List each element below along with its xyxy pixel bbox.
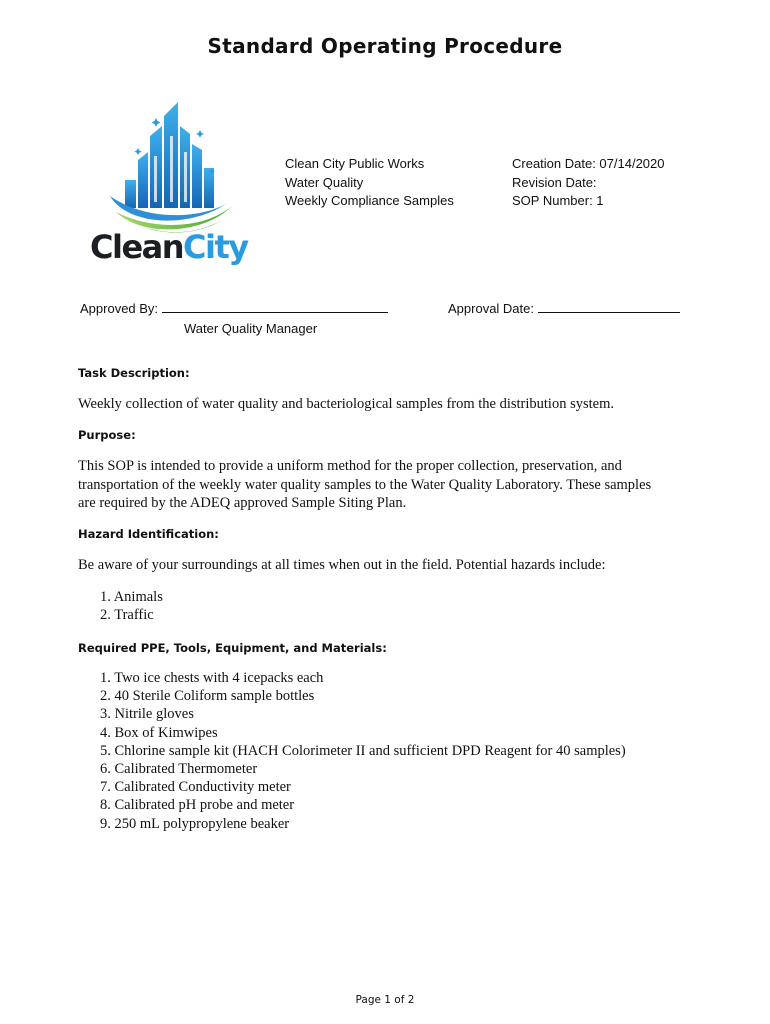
org-division: Water Quality (285, 174, 364, 190)
approval-date-label: Approval Date: (448, 301, 534, 316)
purpose-line: transportation of the weekly water quality samples to the Water Quality Laboratory. These samples (78, 476, 652, 493)
page-title: Standard Operating Procedure (207, 34, 563, 58)
task-heading: Task Description: (78, 366, 190, 380)
list-item: 2. Traffic (100, 607, 154, 624)
approved-by-label: Approved By: (80, 301, 159, 316)
buildings-icon (125, 102, 214, 208)
list-item: 9. 250 mL polypropylene beaker (100, 815, 290, 832)
org-procedure: Weekly Compliance Samples (285, 193, 454, 208)
approver-title: Water Quality Manager (184, 321, 318, 336)
hazard-text: Be aware of your surroundings at all times when out in the field. Potential hazards include: (78, 557, 606, 573)
purpose-text (78, 457, 698, 513)
hazard-heading: Hazard Identification: (78, 527, 219, 541)
purpose-heading: Purpose: (78, 428, 136, 442)
ppe-heading: Required PPE, Tools, Equipment, and Materials: (78, 641, 387, 655)
org-info (285, 155, 454, 211)
sop-number: SOP Number: 1 (512, 193, 604, 208)
creation-date: Creation Date: 07/14/2020 (512, 156, 665, 171)
logo-word-city: City (183, 228, 248, 266)
ppe-list (100, 669, 626, 833)
list-item: 4. Box of Kimwipes (100, 724, 218, 741)
org-name: Clean City Public Works (285, 156, 425, 171)
hazard-list (100, 588, 163, 624)
revision-date: Revision Date: (512, 174, 597, 190)
list-item: 6. Calibrated Thermometer (100, 761, 258, 778)
list-item: 3. Nitrile gloves (100, 706, 194, 723)
purpose-line: This SOP is intended to provide a uniform method for the proper collection, preservation, and (78, 458, 622, 474)
page-number: Page 1 of 2 (355, 994, 415, 1006)
sop-meta (512, 155, 665, 211)
approval-date-row (448, 300, 680, 316)
list-item: 5. Chlorine sample kit (HACH Colorimeter II and sufficient DPD Reagent for 40 samples) (100, 742, 626, 759)
approved-by-signature-line (162, 300, 388, 313)
purpose-line: are required by the ADEQ approved Sample Siting Plan. (78, 495, 407, 511)
approval-date-line (538, 300, 680, 313)
task-text: Weekly collection of water quality and bacteriological samples from the distribution system. (78, 396, 614, 412)
logo-word-clean: Clean (90, 228, 184, 266)
approved-by-row (80, 300, 388, 316)
list-item: 8. Calibrated pH probe and meter (100, 797, 295, 814)
logo-wordmark (90, 228, 248, 266)
list-item: 7. Calibrated Conductivity meter (100, 779, 291, 796)
list-item: 1. Animals (100, 589, 163, 605)
list-item: 1. Two ice chests with 4 icepacks each (100, 670, 324, 686)
list-item: 2. 40 Sterile Coliform sample bottles (100, 688, 315, 705)
